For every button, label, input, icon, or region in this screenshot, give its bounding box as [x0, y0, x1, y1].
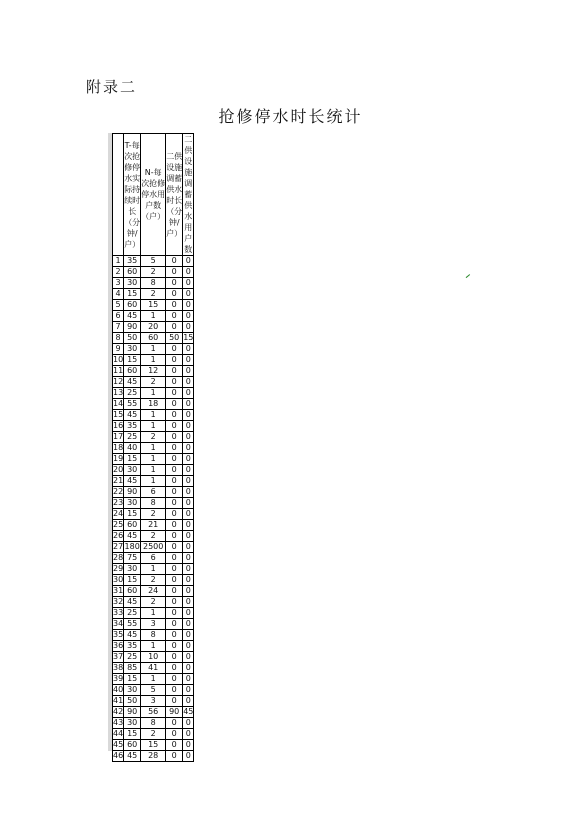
cell-duration: 50 [124, 696, 141, 707]
cell-users: 21 [141, 520, 166, 531]
cell-supply-users: 0 [183, 685, 194, 696]
cell-index: 14 [113, 399, 124, 408]
cell-users: 2 [141, 575, 166, 586]
cell-users: 1 [141, 674, 166, 685]
cell-users: 1 [141, 564, 166, 575]
cell-users: 2 [141, 267, 166, 278]
cell-users: 1 [141, 465, 166, 476]
cell-supply-users: 0 [183, 740, 194, 751]
cell-users: 2 [141, 531, 166, 542]
cell-users: 1 [141, 421, 166, 432]
cell-supply-users: 0 [183, 531, 194, 542]
table-row [113, 289, 194, 300]
cell-index: 22 [113, 487, 124, 496]
table-row [113, 300, 194, 311]
cell-supply-duration: 0 [166, 366, 183, 377]
table-row [113, 575, 194, 586]
cell-supply-duration: 0 [166, 520, 183, 531]
header-index [113, 134, 124, 256]
cell-index: 20 [113, 465, 124, 474]
cell-index: 17 [113, 432, 124, 441]
cell-users: 1 [141, 454, 166, 465]
table-row [113, 278, 194, 289]
cell-duration: 45 [124, 751, 141, 762]
cell-users: 20 [141, 322, 166, 333]
table-row [113, 509, 194, 520]
cell-duration: 60 [124, 740, 141, 751]
table-row [113, 377, 194, 388]
cell-supply-users: 0 [183, 564, 194, 575]
cell-index: 16 [113, 421, 124, 430]
table-row [113, 399, 194, 410]
cell-duration: 45 [124, 531, 141, 542]
cell-users: 1 [141, 641, 166, 652]
cell-supply-duration: 0 [166, 586, 183, 597]
cell-index: 15 [113, 410, 124, 419]
cell-index: 23 [113, 498, 124, 507]
cell-supply-duration: 0 [166, 630, 183, 641]
table-row [113, 630, 194, 641]
cell-index: 7 [113, 322, 124, 333]
cell-supply-users: 0 [183, 388, 194, 399]
table-row [113, 608, 194, 619]
table-row [113, 553, 194, 564]
cell-supply-duration: 0 [166, 443, 183, 454]
cell-supply-duration: 0 [166, 597, 183, 608]
table-row [113, 311, 194, 322]
cell-users: 2500 [141, 542, 166, 553]
cell-index: 41 [113, 696, 124, 705]
cell-duration: 55 [124, 399, 141, 410]
cell-supply-users: 0 [183, 619, 194, 630]
cell-duration: 60 [124, 300, 141, 311]
table-row [113, 531, 194, 542]
cell-duration: 25 [124, 608, 141, 619]
cell-duration: 30 [124, 465, 141, 476]
cell-users: 2 [141, 597, 166, 608]
cell-supply-duration: 0 [166, 421, 183, 432]
cell-index: 13 [113, 388, 124, 397]
cell-duration: 15 [124, 575, 141, 586]
cell-supply-users: 0 [183, 289, 194, 300]
table-row [113, 421, 194, 432]
cell-supply-users: 0 [183, 432, 194, 443]
cell-supply-users: 0 [183, 608, 194, 619]
cell-index: 10 [113, 355, 124, 364]
table-row [113, 333, 194, 344]
cell-supply-duration: 0 [166, 322, 183, 333]
cell-supply-duration: 0 [166, 696, 183, 707]
cell-supply-users: 0 [183, 575, 194, 586]
cell-index: 11 [113, 366, 124, 375]
table-row [113, 256, 194, 267]
table-row [113, 685, 194, 696]
cell-users: 18 [141, 399, 166, 410]
cell-users: 8 [141, 718, 166, 729]
page-title: 抢修停水时长统计 [218, 107, 363, 126]
cell-duration: 30 [124, 564, 141, 575]
table-row [113, 443, 194, 454]
cell-duration: 90 [124, 487, 141, 498]
cell-users: 2 [141, 289, 166, 300]
cell-users: 1 [141, 410, 166, 421]
cell-index: 46 [113, 751, 124, 760]
cell-users: 1 [141, 344, 166, 355]
cell-index: 31 [113, 586, 124, 595]
cell-supply-duration: 0 [166, 454, 183, 465]
cell-supply-users: 0 [183, 674, 194, 685]
cell-duration: 55 [124, 619, 141, 630]
cell-supply-duration: 0 [166, 685, 183, 696]
cell-duration: 30 [124, 344, 141, 355]
table-row [113, 718, 194, 729]
header-supply-duration: 二供设施调蓄供水时长（分钟/户） [166, 134, 183, 256]
cell-supply-duration: 0 [166, 663, 183, 674]
cell-supply-duration: 0 [166, 498, 183, 509]
cell-supply-duration: 0 [166, 751, 183, 762]
table-row [113, 652, 194, 663]
cell-supply-duration: 0 [166, 564, 183, 575]
cell-supply-duration: 0 [166, 311, 183, 322]
table-row [113, 267, 194, 278]
cell-supply-duration: 0 [166, 531, 183, 542]
table-row [113, 487, 194, 498]
cell-index: 37 [113, 652, 124, 661]
table-row [113, 476, 194, 487]
cell-users: 56 [141, 707, 166, 718]
cell-index: 2 [113, 267, 124, 278]
table-row [113, 597, 194, 608]
cell-users: 6 [141, 487, 166, 498]
cell-supply-users: 0 [183, 366, 194, 377]
cell-users: 1 [141, 388, 166, 399]
cell-index: 3 [113, 278, 124, 289]
cell-duration: 60 [124, 520, 141, 531]
table-row [113, 344, 194, 355]
cell-duration: 35 [124, 641, 141, 652]
cell-supply-duration: 0 [166, 729, 183, 740]
cell-duration: 90 [124, 322, 141, 333]
cell-index: 9 [113, 344, 124, 355]
cell-index: 6 [113, 311, 124, 322]
cell-supply-users: 0 [183, 421, 194, 432]
cell-duration: 45 [124, 630, 141, 641]
cell-supply-users: 0 [183, 509, 194, 520]
cell-index: 43 [113, 718, 124, 727]
cell-duration: 60 [124, 267, 141, 278]
table-row [113, 542, 194, 553]
cell-index: 34 [113, 619, 124, 628]
cell-index: 1 [113, 256, 124, 267]
cell-users: 28 [141, 751, 166, 762]
header-duration: T-每次抢修停水实际持续时长（分钟/户） [124, 134, 141, 256]
cell-duration: 60 [124, 586, 141, 597]
cell-supply-users: 0 [183, 465, 194, 476]
cell-supply-duration: 0 [166, 256, 183, 267]
table-row [113, 641, 194, 652]
cell-index: 8 [113, 333, 124, 344]
cell-duration: 90 [124, 707, 141, 718]
cell-supply-duration: 0 [166, 377, 183, 388]
cell-users: 1 [141, 476, 166, 487]
cell-users: 2 [141, 377, 166, 388]
cell-users: 1 [141, 443, 166, 454]
cell-duration: 85 [124, 663, 141, 674]
table-row [113, 586, 194, 597]
cell-supply-users: 0 [183, 663, 194, 674]
table-row [113, 707, 194, 718]
cell-supply-duration: 0 [166, 465, 183, 476]
cell-duration: 45 [124, 410, 141, 421]
cell-users: 12 [141, 366, 166, 377]
cell-supply-users: 0 [183, 377, 194, 388]
cell-duration: 35 [124, 256, 141, 267]
table-row [113, 663, 194, 674]
cell-supply-users: 0 [183, 322, 194, 333]
table-row [113, 729, 194, 740]
cell-index: 32 [113, 597, 124, 606]
cell-supply-duration: 0 [166, 553, 183, 564]
cell-index: 39 [113, 674, 124, 683]
cell-index: 42 [113, 707, 124, 716]
cell-users: 41 [141, 663, 166, 674]
cell-duration: 35 [124, 421, 141, 432]
cell-marker-icon [466, 274, 474, 282]
cell-supply-duration: 0 [166, 278, 183, 289]
cell-supply-users: 0 [183, 597, 194, 608]
cell-supply-users: 0 [183, 355, 194, 366]
cell-duration: 25 [124, 388, 141, 399]
cell-supply-users: 0 [183, 542, 194, 553]
cell-supply-duration: 0 [166, 355, 183, 366]
cell-duration: 30 [124, 685, 141, 696]
cell-duration: 15 [124, 355, 141, 366]
cell-supply-users: 0 [183, 641, 194, 652]
cell-supply-duration: 0 [166, 641, 183, 652]
table-body [113, 256, 194, 762]
cell-index: 44 [113, 729, 124, 738]
cell-users: 8 [141, 630, 166, 641]
cell-supply-duration: 0 [166, 399, 183, 410]
cell-supply-duration: 0 [166, 300, 183, 311]
header-row [113, 134, 194, 256]
cell-supply-duration: 0 [166, 289, 183, 300]
cell-duration: 40 [124, 443, 141, 454]
cell-index: 28 [113, 553, 124, 562]
cell-index: 18 [113, 443, 124, 452]
table-row [113, 410, 194, 421]
cell-supply-users: 0 [183, 652, 194, 663]
cell-supply-users: 0 [183, 410, 194, 421]
cell-index: 29 [113, 564, 124, 573]
cell-duration: 50 [124, 333, 141, 344]
cell-users: 24 [141, 586, 166, 597]
cell-duration: 15 [124, 729, 141, 740]
cell-users: 5 [141, 685, 166, 696]
cell-users: 1 [141, 311, 166, 322]
cell-supply-duration: 0 [166, 542, 183, 553]
table-row [113, 366, 194, 377]
cell-supply-duration: 90 [166, 707, 183, 718]
cell-supply-duration: 0 [166, 476, 183, 487]
cell-users: 10 [141, 652, 166, 663]
table-row [113, 465, 194, 476]
cell-index: 21 [113, 476, 124, 485]
cell-duration: 45 [124, 476, 141, 487]
cell-supply-users: 0 [183, 498, 194, 509]
cell-supply-duration: 0 [166, 267, 183, 278]
cell-supply-users: 0 [183, 454, 194, 465]
cell-supply-users: 0 [183, 267, 194, 278]
cell-duration: 30 [124, 278, 141, 289]
cell-duration: 60 [124, 366, 141, 377]
cell-supply-users: 0 [183, 278, 194, 289]
cell-supply-users: 0 [183, 256, 194, 267]
cell-users: 8 [141, 498, 166, 509]
cell-supply-duration: 0 [166, 608, 183, 619]
cell-duration: 180 [124, 542, 140, 551]
cell-supply-users: 0 [183, 476, 194, 487]
cell-supply-duration: 0 [166, 652, 183, 663]
cell-duration: 30 [124, 718, 141, 729]
cell-supply-duration: 0 [166, 575, 183, 586]
cell-supply-users: 0 [183, 553, 194, 564]
table-row [113, 696, 194, 707]
cell-users: 15 [141, 740, 166, 751]
cell-supply-duration: 0 [166, 388, 183, 399]
cell-users: 2 [141, 729, 166, 740]
appendix-label: 附录二 [86, 78, 138, 96]
cell-supply-users: 0 [183, 443, 194, 454]
cell-duration: 45 [124, 377, 141, 388]
cell-users: 1 [141, 355, 166, 366]
table-row [113, 322, 194, 333]
cell-index: 24 [113, 509, 124, 518]
cell-supply-users: 0 [183, 311, 194, 322]
cell-supply-duration: 0 [166, 509, 183, 520]
cell-users: 5 [141, 256, 166, 267]
cell-users: 6 [141, 553, 166, 564]
cell-duration: 75 [124, 553, 141, 564]
header-users: N-每次抢修停水用户数（户） [141, 134, 166, 256]
cell-duration: 15 [124, 289, 141, 300]
cell-index: 38 [113, 663, 124, 672]
cell-users: 2 [141, 432, 166, 443]
cell-users: 60 [141, 333, 166, 344]
cell-supply-users: 0 [183, 630, 194, 641]
cell-users: 3 [141, 696, 166, 707]
cell-users: 3 [141, 619, 166, 630]
cell-users: 2 [141, 509, 166, 520]
table-row [113, 751, 194, 762]
cell-supply-users: 0 [183, 399, 194, 410]
table-row [113, 619, 194, 630]
cell-index: 45 [113, 740, 124, 749]
cell-supply-users: 0 [183, 487, 194, 498]
cell-supply-users: 0 [183, 718, 194, 729]
cell-duration: 15 [124, 454, 141, 465]
cell-supply-users: 0 [183, 751, 194, 762]
cell-index: 5 [113, 300, 124, 311]
cell-duration: 15 [124, 674, 141, 685]
statistics-table [112, 133, 194, 762]
cell-supply-duration: 50 [166, 333, 183, 344]
cell-supply-duration: 0 [166, 674, 183, 685]
cell-users: 8 [141, 278, 166, 289]
cell-supply-users: 0 [183, 520, 194, 531]
cell-index: 40 [113, 685, 124, 694]
cell-duration: 25 [124, 652, 141, 663]
cell-supply-users: 0 [183, 586, 194, 597]
table-row [113, 674, 194, 685]
cell-index: 4 [113, 289, 124, 300]
cell-index: 36 [113, 641, 124, 650]
cell-duration: 25 [124, 432, 141, 443]
cell-supply-duration: 0 [166, 344, 183, 355]
cell-duration: 45 [124, 597, 141, 608]
cell-supply-duration: 0 [166, 487, 183, 498]
cell-index: 19 [113, 454, 124, 463]
cell-supply-users: 0 [183, 696, 194, 707]
cell-index: 25 [113, 520, 124, 529]
cell-supply-duration: 0 [166, 410, 183, 421]
table-row [113, 740, 194, 751]
table-row [113, 520, 194, 531]
cell-supply-duration: 0 [166, 740, 183, 751]
cell-index: 27 [113, 542, 124, 551]
cell-supply-users: 0 [183, 300, 194, 311]
cell-index: 35 [113, 630, 124, 639]
cell-users: 15 [141, 300, 166, 311]
table-row [113, 388, 194, 399]
cell-supply-duration: 0 [166, 718, 183, 729]
cell-supply-duration: 0 [166, 432, 183, 443]
cell-index: 33 [113, 608, 124, 617]
table-row [113, 564, 194, 575]
cell-supply-users: 15 [183, 333, 194, 342]
cell-duration: 30 [124, 498, 141, 509]
header-supply-users: 二供设施调蓄供水用户数 [184, 135, 193, 254]
cell-supply-users: 0 [183, 729, 194, 740]
cell-supply-users: 45 [183, 707, 194, 716]
table-row [113, 498, 194, 509]
cell-supply-duration: 0 [166, 619, 183, 630]
cell-duration: 15 [124, 509, 141, 520]
cell-supply-users: 0 [183, 344, 194, 355]
cell-users: 1 [141, 608, 166, 619]
table-row [113, 432, 194, 443]
cell-index: 26 [113, 531, 124, 540]
cell-index: 30 [113, 575, 124, 584]
cell-duration: 45 [124, 311, 141, 322]
cell-index: 12 [113, 377, 124, 386]
table-row [113, 454, 194, 465]
table-row [113, 355, 194, 366]
